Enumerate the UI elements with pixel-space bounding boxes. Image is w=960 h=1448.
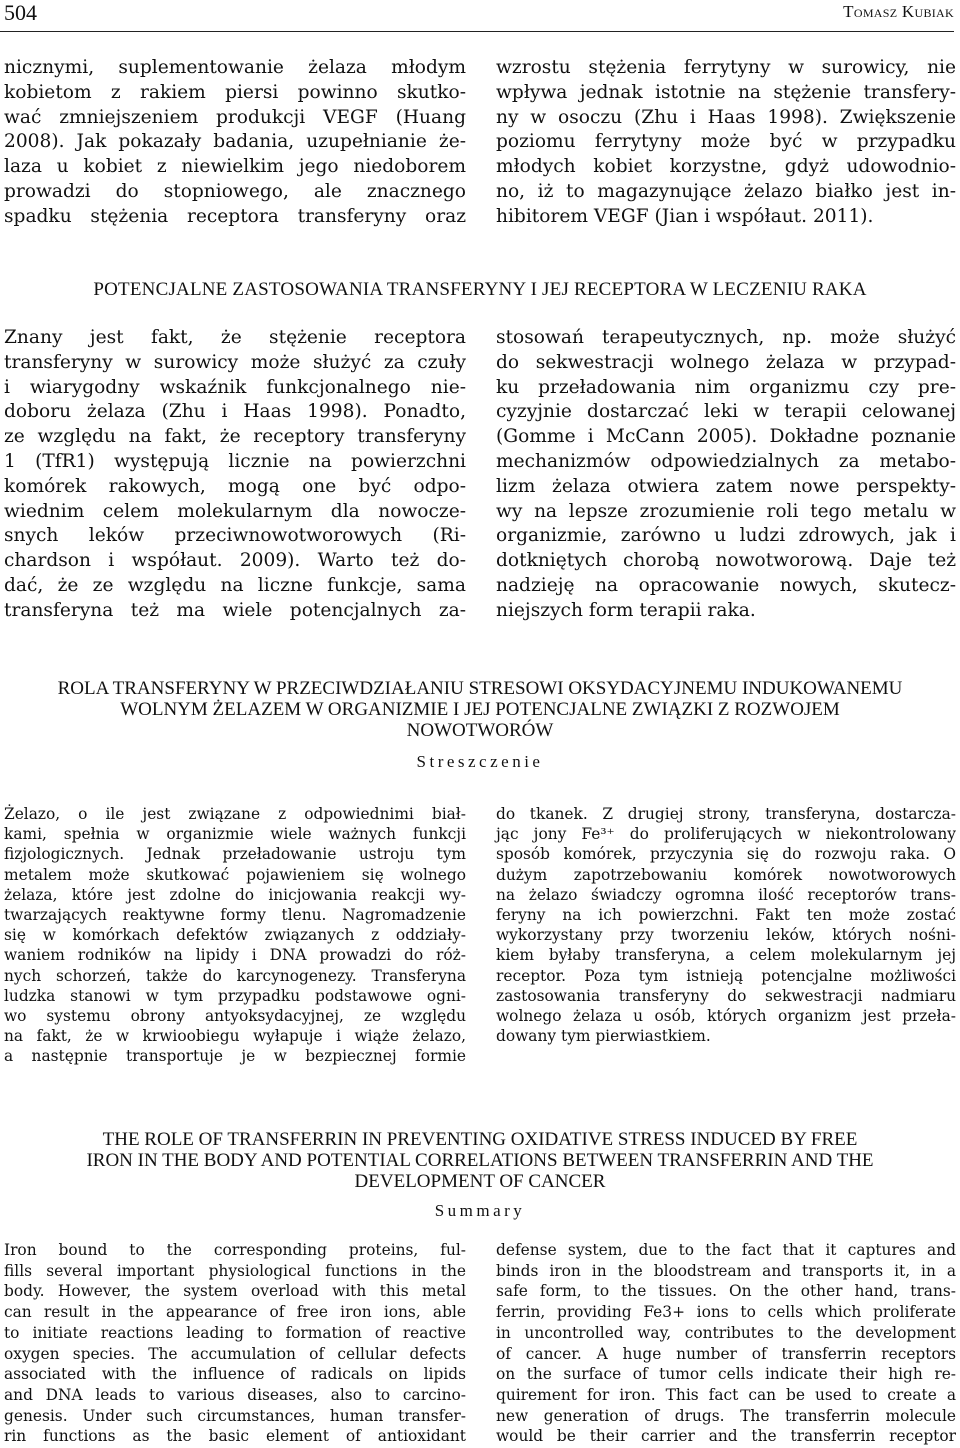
- text-line: żelaza, które jest zdolne do inicjowania reakcji wy-: [4, 885, 466, 904]
- text-line: wolnego żelaza u osób, których organizm jest przeła-: [496, 1007, 956, 1026]
- text-line: on the surface of tumor cells indicate their high re-: [496, 1365, 956, 1384]
- text-line: THE ROLE OF TRANSFERRIN IN PREVENTING OXIDATIVE STRESS INDUCED BY FREE: [102, 1129, 858, 1150]
- english-summary-subheading: Summary: [434, 1201, 526, 1220]
- text-line: się w komórkach defektów związanych z oddziały-: [4, 926, 466, 945]
- text-line: ku przeładowania nim organizmu czy pre-: [496, 376, 956, 398]
- text-line: to initiate reactions leading to formation of reactive: [4, 1323, 466, 1342]
- text-line: associated with the influence of radicals on lipids: [4, 1365, 466, 1384]
- polish-abstract-title: [0, 678, 960, 741]
- sec1-right-column: [496, 56, 956, 230]
- text-line: na fakt, że w krwioobiegu wyłapuje i wiąże żelazo,: [4, 1027, 466, 1046]
- text-line: body. However, the system overload with this metal: [4, 1282, 466, 1301]
- running-header: [4, 0, 954, 24]
- header-rule: [0, 31, 954, 32]
- text-line: ferrin, providing Fe3+ ions to cells which proliferate: [496, 1303, 956, 1322]
- text-line: oxygen species. The accumulation of cellular defects: [4, 1344, 466, 1363]
- text-line: dać, że ze względu na liczne funkcje, sama: [4, 574, 466, 596]
- text-line: would be their carrier and the transferrin receptor: [496, 1427, 956, 1446]
- text-line: niejszych form terapii raka.: [496, 599, 756, 621]
- text-line: wiednim celem molekularnym dla nowocze-: [4, 500, 466, 522]
- text-line: do tkanek. Z drugiej strony, transferyna, dostarcza-: [496, 805, 956, 823]
- text-line: sposób komórek, przyczynia się do rozwoju raka. O: [496, 845, 956, 864]
- text-line: kobietom z rakiem piersi powinno skutko-: [4, 81, 466, 103]
- text-line: receptor. Poza tym istnieją potencjalne możliwości: [496, 966, 956, 985]
- text-line: and DNA leads to various diseases, also to carcino-: [4, 1385, 466, 1404]
- text-line: twarzających reaktywne formy tlenu. Nagromadzenie: [4, 906, 466, 925]
- text-line: 1 (TfR1) występują licznie na powierzchni: [4, 450, 466, 472]
- text-line: can result in the appearance of free iron ions, able: [4, 1303, 466, 1322]
- polish-abstract-right-column: [496, 804, 956, 1046]
- text-line: kiem byłaby transferyna, a celem molekularnym jej: [496, 946, 956, 965]
- english-summary-title: [0, 1129, 960, 1192]
- polish-abstract-left-column: [4, 804, 466, 1067]
- text-line: wać zmniejszeniem produkcji VEGF (Huang: [4, 106, 466, 128]
- text-line: cyzyjnie dostarczać leki w terapii celowanej: [496, 401, 956, 423]
- text-line: nadzieję na opracowanie nowych, skutecz-: [496, 574, 956, 596]
- text-line: nicznymi, suplementowanie żelaza młodym: [4, 57, 466, 78]
- text-line: chardson i współaut. 2009). Warto też do-: [4, 550, 466, 572]
- text-line: ludzka stanowi w tym przypadku podstawowe ogni-: [4, 986, 466, 1005]
- text-line: new generation of drugs. The transferrin molecule: [496, 1406, 956, 1425]
- text-line: rin functions as the basic element of antioxidant: [4, 1427, 466, 1446]
- text-line: dotkniętych chorobą nowotworową. Daje też: [496, 550, 956, 572]
- text-line: Znany jest fakt, że stężenie receptora: [4, 327, 466, 348]
- text-line: Iron bound to the corresponding proteins, ful-: [4, 1241, 466, 1259]
- section-heading-potential-uses: POTENCJALNE ZASTOSOWANIA TRANSFERYNY I JEJ RECEPTORA W LECZENIU RAKA: [93, 279, 867, 300]
- text-line: of cancer. A huge number of transferrin receptors: [496, 1344, 956, 1363]
- text-line: dowany tym pierwiastkiem.: [496, 1027, 711, 1046]
- running-author: Tomasz Kubiak: [843, 2, 954, 21]
- text-line: ze względu na fakt, że receptory transferyny: [4, 426, 466, 448]
- polish-abstract-subheading: Streszczenie: [416, 752, 544, 771]
- text-line: a następnie transportuje je w bezpiecznej formie: [4, 1047, 466, 1066]
- sec2-left-column: [4, 326, 466, 624]
- text-line: safe form, to the tissues. On the other hand, trans-: [496, 1282, 956, 1301]
- text-line: lizm żelaza otwiera zatem nowe perspekty-: [496, 475, 956, 497]
- text-line: no, iż to magazynujące żelazo białko jest in-: [496, 180, 956, 202]
- text-line: quirement for iron. This fact can be used to create a: [496, 1385, 956, 1404]
- text-line: in uncontrolled way, contributes to the development: [496, 1323, 956, 1342]
- text-line: jąc jony Fe³⁺ do proliferujących w niekontrolowany: [496, 825, 956, 844]
- text-line: snych leków przeciwnowotworowych (Ri-: [4, 525, 466, 547]
- text-line: laza u kobiet z niewielkim jego niedoborem: [4, 156, 466, 178]
- text-line: wzrostu stężenia ferrytyny w surowicy, nie: [496, 57, 956, 78]
- text-line: prowadzi do stopniowego, ale znacznego: [4, 180, 466, 202]
- text-line: stosowań terapeutycznych, np. może służyć: [496, 327, 956, 348]
- text-line: kami, spełnia w organizmie wiele ważnych funkcji: [4, 825, 466, 844]
- text-line: hibitorem VEGF (Jian i współaut. 2011).: [496, 205, 874, 227]
- sec1-left-column: [4, 56, 466, 230]
- english-summary-left-column: [4, 1240, 466, 1447]
- text-line: 2008). Jak pokazały badania, uzupełnianie że-: [4, 131, 466, 153]
- text-line: wpływa jednak istotnie na stężenie transfery-: [496, 81, 956, 103]
- text-line: wo systemu obrony antyoksydacyjnej, ze względu: [4, 1007, 466, 1026]
- text-line: fills several important physiological functions in the: [4, 1261, 466, 1280]
- text-line: DEVELOPMENT OF CANCER: [354, 1171, 606, 1192]
- text-line: ny w osoczu (Zhu i Haas 1998). Zwiększenie: [496, 106, 956, 128]
- text-line: WOLNYM ŻELAZEM W ORGANIZMIE I JEJ POTENCJALNE ZWIĄZKI Z ROZWOJEM: [120, 699, 840, 720]
- text-line: defense system, due to the fact that it captures and: [496, 1241, 956, 1259]
- text-line: na żelazo świadczy ogromna ilość receptorów trans-: [496, 885, 956, 904]
- text-line: IRON IN THE BODY AND POTENTIAL CORRELATIONS BETWEEN TRANSFERRIN AND THE: [86, 1150, 874, 1171]
- text-line: doboru żelaza (Zhu i Haas 1998). Ponadto,: [4, 401, 466, 423]
- text-line: genesis. Under such circumstances, human transfer-: [4, 1406, 466, 1425]
- text-line: fizjologicznych. Jednak przeładowanie ustroju tym: [4, 845, 466, 864]
- text-line: transferyny w surowicy może służyć za czuły: [4, 351, 466, 373]
- text-line: NOWOTWORÓW: [406, 720, 554, 741]
- text-line: i wiarygodny wskaźnik funkcjonalnego nie-: [4, 376, 466, 398]
- sec2-right-column: [496, 326, 956, 624]
- text-line: wykorzystany przy tworzeniu leków, których nośni-: [496, 926, 956, 945]
- text-line: poziomu ferrytyny może być w przypadku: [496, 131, 956, 153]
- text-line: organizmie, zarówno u ludzi zdrowych, jak i: [496, 525, 956, 547]
- english-summary-right-column: [496, 1240, 956, 1447]
- text-line: zastosowania transferyny do sekwestracji nadmiaru: [496, 986, 956, 1005]
- text-line: do sekwestracji wolnego żelaza w przypad-: [496, 351, 956, 373]
- text-line: (Gomme i McCann 2005). Dokładne poznanie: [496, 426, 956, 448]
- text-line: wy na lepsze zrozumienie roli tego metalu w: [496, 500, 956, 522]
- text-line: ROLA TRANSFERYNY W PRZECIWDZIAŁANIU STRESOWI OKSYDACYJNEMU INDUKOWANEMU: [57, 678, 903, 699]
- text-line: mechanizmów odpowiedzialnych za metabo-: [496, 450, 956, 472]
- text-line: feryny na ich powierzchni. Fakt ten może zostać: [496, 906, 956, 925]
- text-line: transferyna też ma wiele potencjalnych za-: [4, 599, 466, 621]
- text-line: nych schorzeń, także do karcynogenezy. Transferyna: [4, 966, 466, 985]
- text-line: binds iron in the bloodstream and transports it, in a: [496, 1261, 956, 1280]
- text-line: dużym zapotrzebowaniu komórek nowotworowych: [496, 865, 956, 884]
- page-number: 504: [4, 0, 37, 25]
- text-line: młodych kobiet korzystne, gdyż udowodnio-: [496, 156, 956, 178]
- text-line: waniem rodników na lipidy i DNA prowadzi do róż-: [4, 946, 466, 965]
- text-line: komórek rakowych, mogą one być odpo-: [4, 475, 466, 497]
- text-line: Żelazo, o ile jest związane z odpowiednimi biał-: [4, 805, 466, 823]
- text-line: metalem może skutkować pojawieniem się wolnego: [4, 865, 466, 884]
- text-line: spadku stężenia receptora transferyny oraz: [4, 205, 466, 227]
